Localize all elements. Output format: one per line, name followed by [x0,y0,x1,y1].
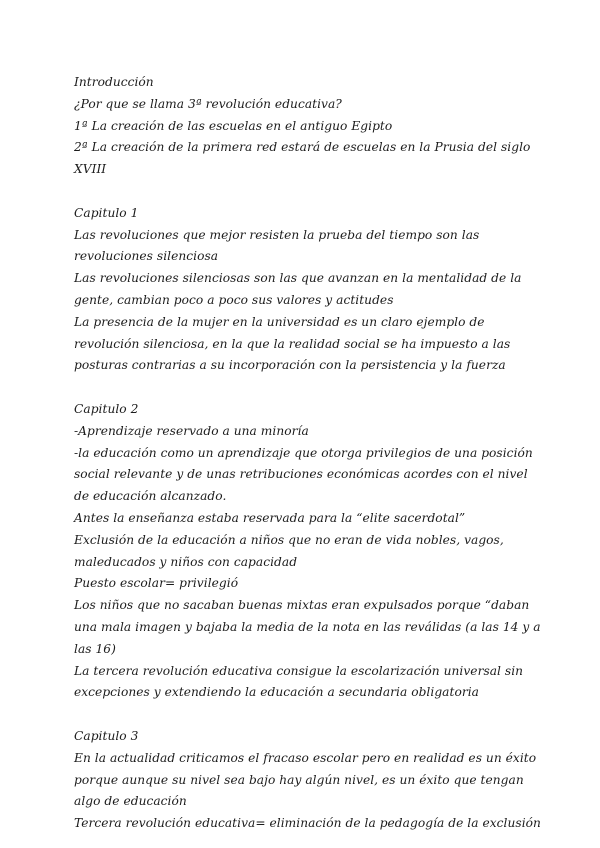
text-line: -Aprendizaje reservado a una minoría [74,423,309,438]
text-line: Las revoluciones que mejor resisten la prueba del tiempo son las revoluciones silenciosa [74,227,480,264]
text-line: Exclusión de la educación a niños que no eran de vida nobles, vagos, maleducados y niños con capacidad [74,532,504,569]
text-line: 1ª La creación de las escuelas en el antiguo Egipto [74,118,393,133]
section-capitulo-1 [74,203,544,377]
section-capitulo-3 [74,726,544,835]
text-line: Los niños que no sacaban buenas mixtas eran expulsados porque “daban una mala imagen y bajaba la media de la nota en las reválidas (a las 14 y a las 16) [74,598,541,656]
section-heading: Capitulo 1 [74,205,139,220]
section-heading: Capitulo 3 [74,728,139,743]
text-line: ¿Por que se llama 3ª revolución educativa? [74,96,342,111]
text-line: Tercera revolución educativa= eliminación de la pedagogía de la exclusión [74,816,541,831]
text-line: 2ª La creación de la primera red estará de escuelas en la Prusia del siglo XVIII [74,140,531,177]
text-line: La presencia de la mujer en la universidad es un claro ejemplo de revolución silenciosa, en la que la realidad social se ha impuesto a las posturas contrarias a su incorporación con la persistencia y la fuerza [74,314,511,373]
text-line: Puesto escolar= privilegió [74,576,239,591]
text-line: En la actualidad criticamos el fracaso escolar pero en realidad es un éxito porque aunque su nivel sea bajo hay algún nivel, es un éxito que tengan algo de educación [74,750,537,809]
section-heading: Introducción [74,75,154,89]
section-capitulo-2 [74,399,544,704]
section-heading: Capitulo 2 [74,401,139,416]
text-line: Antes la enseñanza estaba reservada para la “elite sacerdotal” [74,510,466,525]
document-body [74,72,544,835]
section-spacer [74,181,544,203]
section-spacer [74,377,544,399]
text-line: -la educación como un aprendizaje que otorga privilegios de una posición social relevante y de unas retribuciones económicas acordes con el nivel de educación alcanzado. [74,445,533,504]
text-line: La tercera revolución educativa consigue la escolarización universal sin excepciones y extendiendo la educación a secundaria obligatoria [74,663,524,700]
section-spacer [74,704,544,726]
section-introduccion [74,72,544,181]
text-line: Las revoluciones silenciosas son las que avanzan en la mentalidad de la gente, cambian poco a poco sus valores y actitudes [74,271,522,307]
